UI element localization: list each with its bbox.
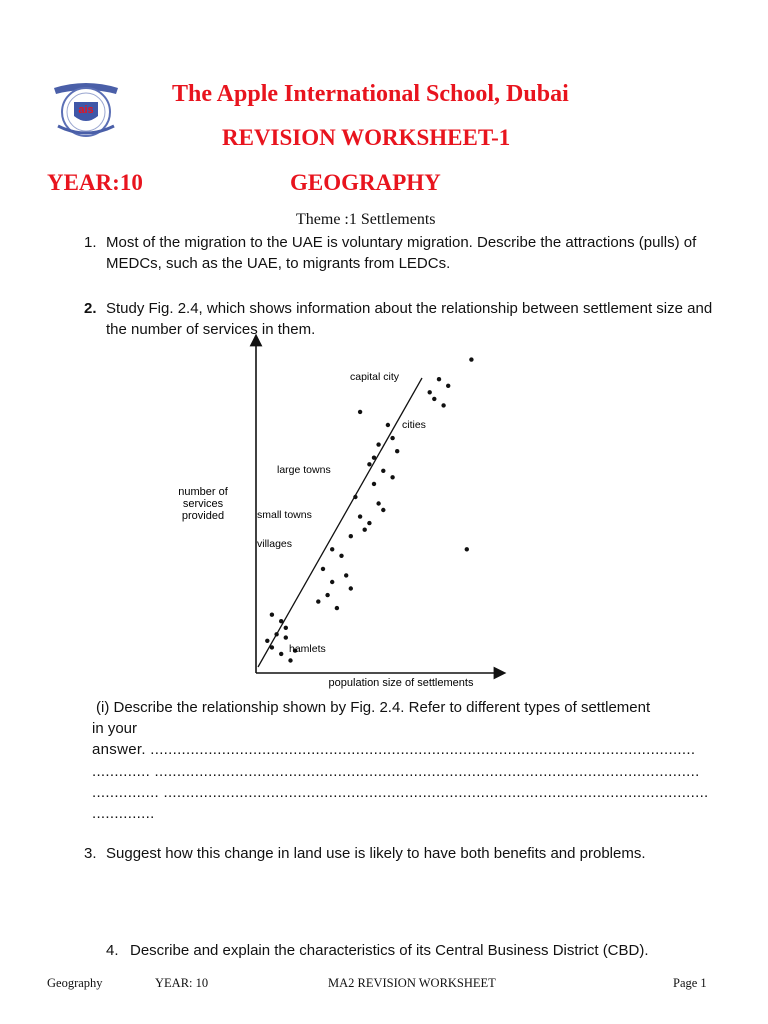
data-point-31 bbox=[376, 442, 380, 446]
label-hamlets: hamlets bbox=[289, 643, 326, 655]
subquestion-i bbox=[96, 697, 726, 718]
data-point-2 bbox=[279, 652, 283, 656]
data-point-28 bbox=[372, 456, 376, 460]
data-point-29 bbox=[381, 469, 385, 473]
data-point-24 bbox=[353, 495, 357, 499]
school-name: The Apple International School, Dubai bbox=[172, 81, 569, 107]
data-point-19 bbox=[330, 547, 334, 551]
question-number: 2. bbox=[84, 300, 97, 317]
label-villages: villages bbox=[257, 538, 293, 550]
data-point-14 bbox=[325, 593, 329, 597]
answer-line-1: answer. .......................................................................................................................... bbox=[92, 741, 696, 758]
data-point-40 bbox=[441, 403, 445, 407]
question-text: Most of the migration to the UAE is voluntary migration. Describe the attractions (pulls) of MEDCs, such as the UAE, to migrants from LEDCs. bbox=[106, 234, 697, 272]
data-point-17 bbox=[349, 586, 353, 590]
data-point-22 bbox=[367, 521, 371, 525]
data-point-6 bbox=[288, 658, 292, 662]
data-point-25 bbox=[372, 482, 376, 486]
subquestion-text: (i) Describe the relationship shown by Fig. 2.4. Refer to different types of settlement bbox=[96, 699, 651, 716]
question-text: Suggest how this change in land use is likely to have both benefits and problems. bbox=[106, 845, 646, 862]
data-point-42 bbox=[358, 410, 362, 414]
footer-subject: Geography bbox=[47, 976, 103, 990]
logo-text: ais bbox=[78, 104, 94, 116]
label-cities: cities bbox=[402, 419, 426, 431]
scatter-figure bbox=[160, 330, 720, 695]
question-text: Study Fig. 2.4, which shows information about the relationship between settlement size and the number of services in them. bbox=[106, 300, 713, 338]
data-point-37 bbox=[437, 377, 441, 381]
question-3 bbox=[84, 843, 724, 864]
year-heading: YEAR:10 bbox=[47, 170, 143, 195]
data-point-36 bbox=[428, 390, 432, 394]
answer-line-4: .............. bbox=[92, 805, 155, 822]
y-axis-label-1: number of bbox=[178, 486, 228, 498]
data-point-16 bbox=[335, 606, 339, 610]
label-capital-city: capital city bbox=[350, 371, 400, 383]
theme-heading: Theme :1 Settlements bbox=[296, 211, 436, 228]
data-point-3 bbox=[274, 632, 278, 636]
data-point-43 bbox=[465, 547, 469, 551]
question-text: Describe and explain the characteristics of its Central Business District (CBD). bbox=[130, 942, 649, 959]
data-point-41 bbox=[469, 357, 473, 361]
y-axis-label-3: provided bbox=[181, 510, 225, 522]
footer-page: Page 1 bbox=[673, 976, 707, 990]
data-point-11 bbox=[321, 567, 325, 571]
data-point-10 bbox=[284, 635, 288, 639]
data-point-18 bbox=[316, 599, 320, 603]
question-number: 4. bbox=[106, 942, 119, 959]
data-point-20 bbox=[349, 534, 353, 538]
label-large-towns: large towns bbox=[277, 464, 331, 476]
data-point-4 bbox=[284, 626, 288, 630]
data-point-38 bbox=[432, 397, 436, 401]
question-4 bbox=[106, 940, 746, 961]
label-small-towns: small towns bbox=[257, 509, 312, 521]
data-point-30 bbox=[390, 436, 394, 440]
subquestion-line-2: in your bbox=[92, 720, 138, 737]
data-point-32 bbox=[386, 423, 390, 427]
subject-heading: GEOGRAPHY bbox=[290, 170, 441, 195]
data-point-12 bbox=[330, 580, 334, 584]
answer-line-2: ............. .......................................................................................................................... bbox=[92, 763, 700, 780]
data-point-26 bbox=[363, 528, 367, 532]
footer-year: YEAR: 10 bbox=[155, 976, 209, 990]
worksheet-title: REVISION WORKSHEET-1 bbox=[222, 125, 511, 150]
data-point-13 bbox=[339, 554, 343, 558]
data-point-21 bbox=[358, 514, 362, 518]
data-point-7 bbox=[279, 619, 283, 623]
question-number: 1. bbox=[84, 234, 97, 251]
data-point-5 bbox=[265, 639, 269, 643]
data-point-39 bbox=[446, 384, 450, 388]
x-axis-label: population size of settlements bbox=[328, 677, 474, 689]
trend-line bbox=[258, 378, 422, 667]
data-point-23 bbox=[376, 501, 380, 505]
data-point-9 bbox=[270, 613, 274, 617]
footer-worksheet: MA2 REVISION WORKSHEET bbox=[328, 976, 496, 990]
school-logo bbox=[46, 80, 126, 140]
question-1 bbox=[84, 232, 724, 274]
answer-line-3: ............... .......................................................................................................................... bbox=[92, 784, 709, 801]
data-point-33 bbox=[395, 449, 399, 453]
data-point-34 bbox=[390, 475, 394, 479]
data-point-35 bbox=[367, 462, 371, 466]
data-point-27 bbox=[381, 508, 385, 512]
y-axis-label-2: services bbox=[182, 498, 224, 510]
data-point-1 bbox=[270, 645, 274, 649]
question-number: 3. bbox=[84, 845, 97, 862]
data-point-15 bbox=[344, 573, 348, 577]
